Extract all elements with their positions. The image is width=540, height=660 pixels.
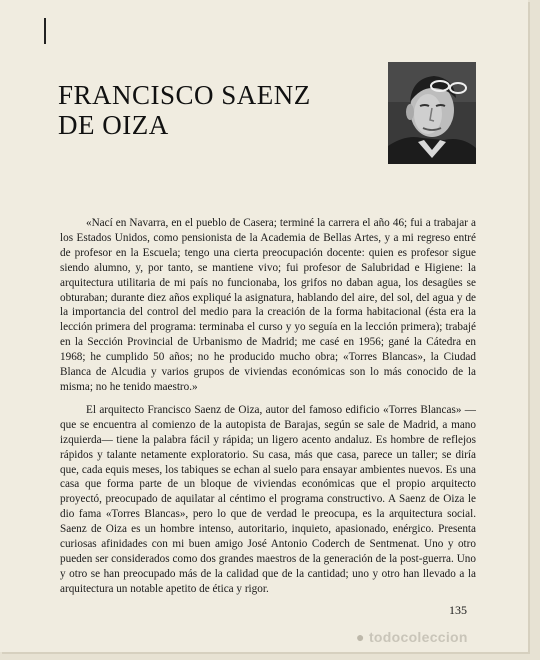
title-line-2: DE OIZA xyxy=(58,110,169,141)
page-number: 135 xyxy=(449,603,467,617)
watermark xyxy=(356,629,468,645)
quote-paragraph: «Nací en Navarra, en el pueblo de Casera; terminé la carrera el año 46; fui a trabajar a los Estados Unidos, como pensionista de la Academia de Bellas Artes, y a mi regreso entré de profesor en la Escuela; tengo una cierta preocupación docente: quien es profesor sigue siendo alumno, y, por tanto, se mantiene vivo; fui profesor de Salubridad e Higiene: la arquitectura utilitaria de mi país no funcionaba, los grifos no daban agua, los desagües se obturaban; durante diez años expliqué la asignatura, hablando del aire, del sol, del agua y de la importancia del control del medio para la creación de la forma habitacional (ésta era la lección primera del programa: terminaba el curso y yo seguía en la lección primera); trabajé en la Sección Provincial de Urbanismo de Madrid; me casé en 1956; gané la Cátedra en 1968; he cumplido 50 años; no he producido mucho obra; «Torres Blancas», la Ciudad Blanca de Alcudia y varios grupos de viviendas económicas son lo más conocido de la misma; no he tenido maestro.» xyxy=(60,217,476,393)
page-title xyxy=(58,80,311,140)
watermark-text: todocoleccion xyxy=(368,629,468,645)
portrait-drawing xyxy=(388,62,476,164)
title-line-1: FRANCISCO SAENZ xyxy=(58,80,311,111)
margin-mark xyxy=(44,18,46,44)
watermark-dot-icon: ● xyxy=(356,629,365,645)
article-body xyxy=(60,216,476,605)
portrait-photo xyxy=(388,62,476,164)
profile-paragraph: El arquitecto Francisco Saenz de Oiza, autor del famoso edificio «Torres Blancas» —que se encuentra al comienzo de la autopista de Barajas, según se sale de Madrid, a mano izquierda— tiene la palabra fácil y rápida; un ligero acento andaluz. Es hombre de reflejos rápidos y talante netamente exploratorio. Su casa, más que casa, parece un taller; se diría que, cada equis meses, los tabiques se echan al suelo para ensayar ambientes nuevos. Es una casa que forma parte de un bloque de viviendas económicas que el propio arquitecto proyectó, preocupado de aquilatar al céntimo el programa constructivo. A Saenz de Oiza le dio fama «Torres Blancas», pero lo que de verdad le preocupa, es la arquitectura social. Saenz de Oiza es un hombre intenso, autoritario, inquieto, apasionado, enérgico. Presenta curiosas afinidades con mi buen amigo José Antonio Coderch de Sentmenat. Uno y otro pueden ser considerados como dos grandes maestros de la generación de la post-guerra. Uno y otro se han preocupado más de la calidad que de la cantidad; uno y otro han llevado a la arquitectura un notable apetito de ética y rigor. xyxy=(60,403,476,595)
